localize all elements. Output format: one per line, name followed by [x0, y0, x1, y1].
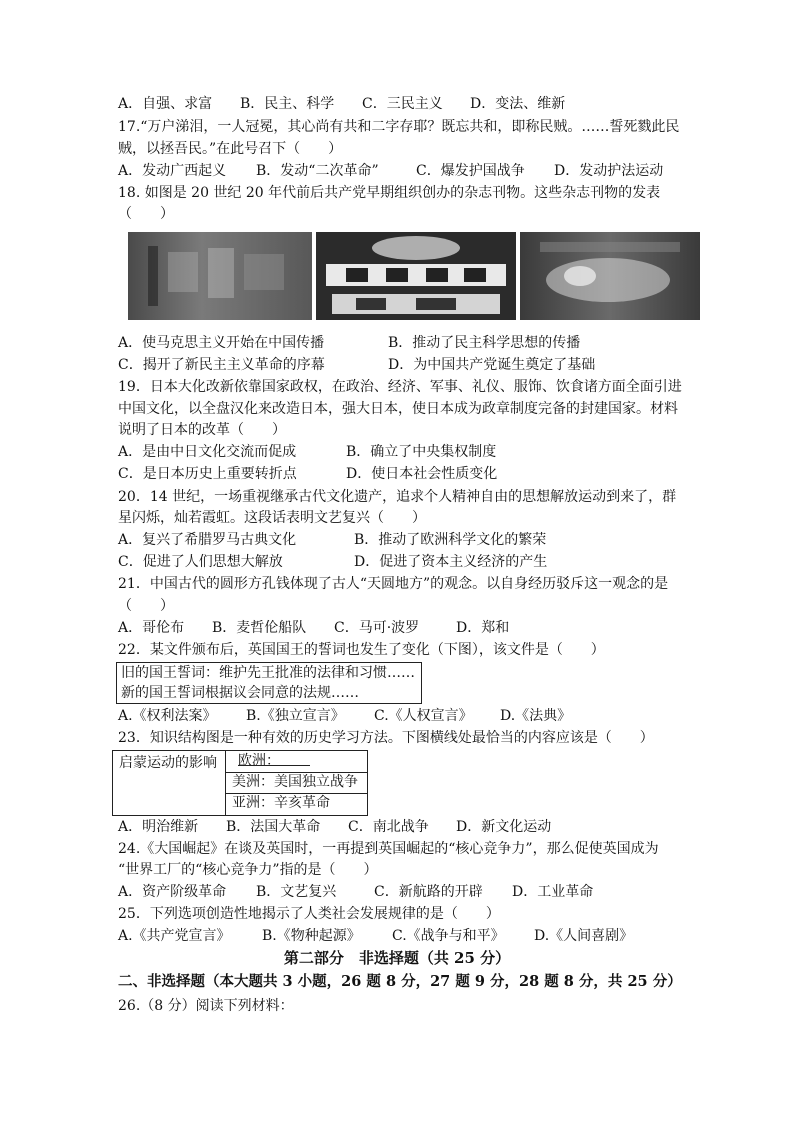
q22-old-oath: 旧的国王誓词：维护先王批准的法律和习惯……: [121, 665, 415, 681]
q24-stem-line1: 24.《大国崛起》在谈及英国时，一再提到英国崛起的“核心竞争力”，那么促使英国成为: [118, 841, 659, 857]
q19-option-a: A．是由中日文化交流而促成: [118, 444, 297, 460]
q16-option-b: B．民主、科学: [240, 96, 335, 112]
q18-option-b: B．推动了民主科学思想的传播: [388, 335, 581, 351]
q25-option-c: C.《战争与和平》: [392, 928, 505, 944]
q16-option-a: A．自强、求富: [118, 96, 213, 112]
q23-row-america: [226, 772, 367, 794]
magazine-image-3: [520, 232, 700, 320]
q17-option-a: A．发动广西起义: [118, 163, 227, 179]
q23-europe-label: 欧洲：: [238, 753, 280, 769]
q23-option-c: C．南北战争: [348, 819, 429, 835]
q22-option-a: A.《权利法案》: [118, 708, 217, 724]
q24-option-d: D．工业革命: [512, 884, 594, 900]
q22-option-d: D.《法典》: [500, 708, 572, 724]
q20-option-a: A．复兴了希腊罗马古典文化: [118, 532, 297, 548]
q22-option-c: C.《人权宣言》: [374, 708, 473, 724]
q22-stem: 22．某文件颁布后，英国国王的誓词也发生了变化（下图），该文件是（ ）: [118, 642, 605, 658]
q18-stem-line2: （ ）: [118, 206, 174, 222]
q21-stem-line2: （ ）: [118, 598, 174, 614]
q17-stem-line2: 贼，以拯吾民。”在此号召下（ ）: [118, 141, 343, 157]
q23-stem: 23．知识结构图是一种有效的历史学习方法。下图横线处最恰当的内容应该是（ ）: [118, 730, 654, 746]
q23-row-asia: [226, 793, 367, 814]
q25-stem: 25．下列选项创造性地揭示了人类社会发展规律的是（ ）: [118, 906, 500, 922]
q23-left-label: 启蒙运动的影响: [119, 755, 217, 771]
q21-option-b: B．麦哲伦船队: [212, 620, 307, 636]
q17-stem-line1: 17.“万户涕泪，一人冠冕，其心尚有共和二字存耶？既忘共和，即称民贼。……誓死戮此民: [118, 119, 680, 135]
q20-option-b: B．推动了欧洲科学文化的繁荣: [354, 532, 547, 548]
q23-option-b: B．法国大革命: [226, 819, 321, 835]
q21-option-c: C．马可·波罗: [334, 620, 420, 636]
q24-stem-line2: “世界工厂的“核心竞争力”指的是（ ）: [118, 862, 378, 878]
magazine-image-1: [128, 232, 312, 320]
q23-option-d: D．新文化运动: [456, 819, 552, 835]
q20-stem-line2: 星闪烁，灿若霞虹。这段话表明文艺复兴（ ）: [118, 510, 426, 526]
q23-america-label: 美洲：美国独立战争: [232, 774, 358, 790]
q26-stem: 26.（8 分）阅读下列材料：: [118, 998, 294, 1014]
q19-option-d: D．使日本社会性质变化: [346, 466, 498, 482]
section2-header: 二、非选择题（本大题共 3 小题，26 题 8 分，27 题 9 分，28 题 8 分，共 25 分）: [118, 973, 682, 990]
q21-option-d: D．郑和: [456, 620, 510, 636]
q23-row-europe: [226, 751, 367, 773]
magazine-image-2: [316, 232, 516, 320]
q19-option-c: C．是日本历史上重要转折点: [118, 466, 297, 482]
q16-option-d: D．变法、维新: [470, 96, 566, 112]
q19-stem-line3: 说明了日本的改革（ ）: [118, 422, 286, 438]
q18-option-d: D．为中国共产党诞生奠定了基础: [388, 357, 596, 373]
q18-option-c: C．揭开了新民主主义革命的序幕: [118, 357, 325, 373]
q19-option-b: B．确立了中央集权制度: [346, 444, 497, 460]
q18-stem-line1: 18. 如图是 20 世纪 20 年代前后共产党早期组织创办的杂志刊物。这些杂志刊物的发表: [118, 185, 661, 201]
q22-option-b: B.《独立宣言》: [246, 708, 345, 724]
q24-option-c: C．新航路的开辟: [374, 884, 483, 900]
q25-option-d: D.《人间喜剧》: [534, 928, 634, 944]
q25-option-a: A.《共产党宣言》: [118, 928, 231, 944]
q20-stem-line1: 20．14 世纪，一场重视继承古代文化遗产，追求个人精神自由的思想解放运动到来了，群: [118, 489, 677, 505]
q23-option-a: A．明治维新: [118, 819, 199, 835]
magazine-images: [128, 232, 700, 320]
q23-left-cell: [113, 751, 226, 815]
q21-stem-line1: 21．中国古代的圆形方孔钱体现了古人“天圆地方”的观念。以自身经历驳斥这一观念的是: [118, 576, 669, 592]
q19-stem-line1: 19．日本大化改新依靠国家政权，在政治、经济、军事、礼仪、服饰、饮食诸方面全面引进: [118, 379, 682, 395]
q20-option-c: C．促进了人们思想大解放: [118, 554, 283, 570]
q23-asia-label: 亚洲：辛亥革命: [232, 795, 330, 811]
q17-option-c: C．爆发护国战争: [416, 163, 525, 179]
q24-option-b: B．文艺复兴: [256, 884, 337, 900]
q23-structure-table: [112, 750, 368, 816]
q22-oath-box: [116, 662, 422, 704]
q24-option-a: A．资产阶级革命: [118, 884, 227, 900]
q17-option-d: D．发动护法运动: [554, 163, 664, 179]
q23-answer-blank: [238, 751, 310, 766]
q21-option-a: A．哥伦布: [118, 620, 185, 636]
q22-new-oath: 新的国王誓词根据议会同意的法规……: [121, 685, 359, 701]
q19-stem-line2: 中国文化，以全盘汉化来改造日本，强大日本，使日本成为政章制度完备的封建国家。材料: [118, 401, 678, 417]
q17-option-b: B．发动“二次革命”: [256, 163, 379, 179]
part2-title: 第二部分 非选择题（共 25 分）: [283, 949, 511, 967]
q18-option-a: A．使马克思主义开始在中国传播: [118, 335, 325, 351]
q25-option-b: B.《物种起源》: [262, 928, 361, 944]
q16-option-c: C．三民主义: [362, 96, 443, 112]
q20-option-d: D．促进了资本主义经济的产生: [354, 554, 548, 570]
